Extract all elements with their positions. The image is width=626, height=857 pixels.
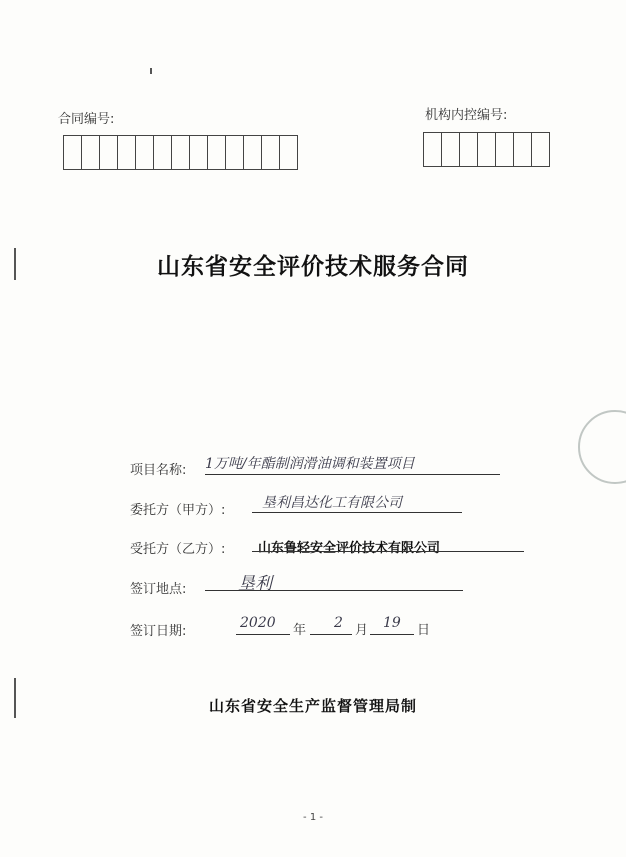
digit-box <box>136 136 154 169</box>
digit-box <box>280 136 297 169</box>
digit-box <box>64 136 82 169</box>
client-underline <box>252 512 462 513</box>
digit-box <box>100 136 118 169</box>
digit-box <box>208 136 226 169</box>
digit-box <box>82 136 100 169</box>
digit-box <box>244 136 262 169</box>
signing-location-value: 垦利 <box>238 574 272 594</box>
signing-month-value: 2 <box>334 615 343 631</box>
contract-number-boxes <box>63 135 298 170</box>
contractor-underline <box>252 551 524 552</box>
signing-month-underline <box>310 634 352 635</box>
month-unit: 月 <box>355 623 369 638</box>
signing-location-underline <box>205 590 463 591</box>
digit-box <box>262 136 280 169</box>
scan-mark-dot <box>150 68 152 74</box>
contractor-value: 山东鲁轻安全评价技术有限公司 <box>258 541 441 556</box>
signing-location-label: 签订地点: <box>130 582 187 597</box>
contractor-label: 受托方（乙方）: <box>130 542 226 557</box>
internal-number-boxes <box>423 132 550 167</box>
digit-box <box>460 133 478 166</box>
signing-year-value: 2020 <box>240 615 276 631</box>
year-unit: 年 <box>293 623 307 638</box>
signing-day-value: 19 <box>383 615 401 631</box>
digit-box <box>478 133 496 166</box>
digit-box <box>118 136 136 169</box>
internal-number-label: 机构内控编号: <box>425 108 508 123</box>
day-unit: 日 <box>417 623 431 638</box>
client-label: 委托方（甲方）: <box>130 503 226 518</box>
digit-box <box>496 133 514 166</box>
digit-box <box>190 136 208 169</box>
issuing-authority: 山东省安全生产监督管理局制 <box>208 697 417 715</box>
digit-box <box>172 136 190 169</box>
project-name-label: 项目名称: <box>130 463 187 478</box>
digit-box <box>514 133 532 166</box>
signing-date-label: 签订日期: <box>130 624 187 639</box>
digit-box <box>226 136 244 169</box>
client-value: 垦利昌达化工有限公司 <box>262 495 402 511</box>
project-name-underline <box>205 474 500 475</box>
digit-box <box>442 133 460 166</box>
signing-year-underline <box>236 634 290 635</box>
signing-day-underline <box>370 634 414 635</box>
digit-box <box>154 136 172 169</box>
seal-stamp-partial <box>578 410 626 484</box>
contract-number-label: 合同编号: <box>58 112 115 127</box>
document-title: 山东省安全评价技术服务合同 <box>157 254 469 280</box>
digit-box <box>424 133 442 166</box>
project-name-value: 1万吨/年酯制润滑油调和装置项目 <box>205 456 415 472</box>
page-number: - 1 - <box>303 812 323 823</box>
digit-box <box>532 133 549 166</box>
